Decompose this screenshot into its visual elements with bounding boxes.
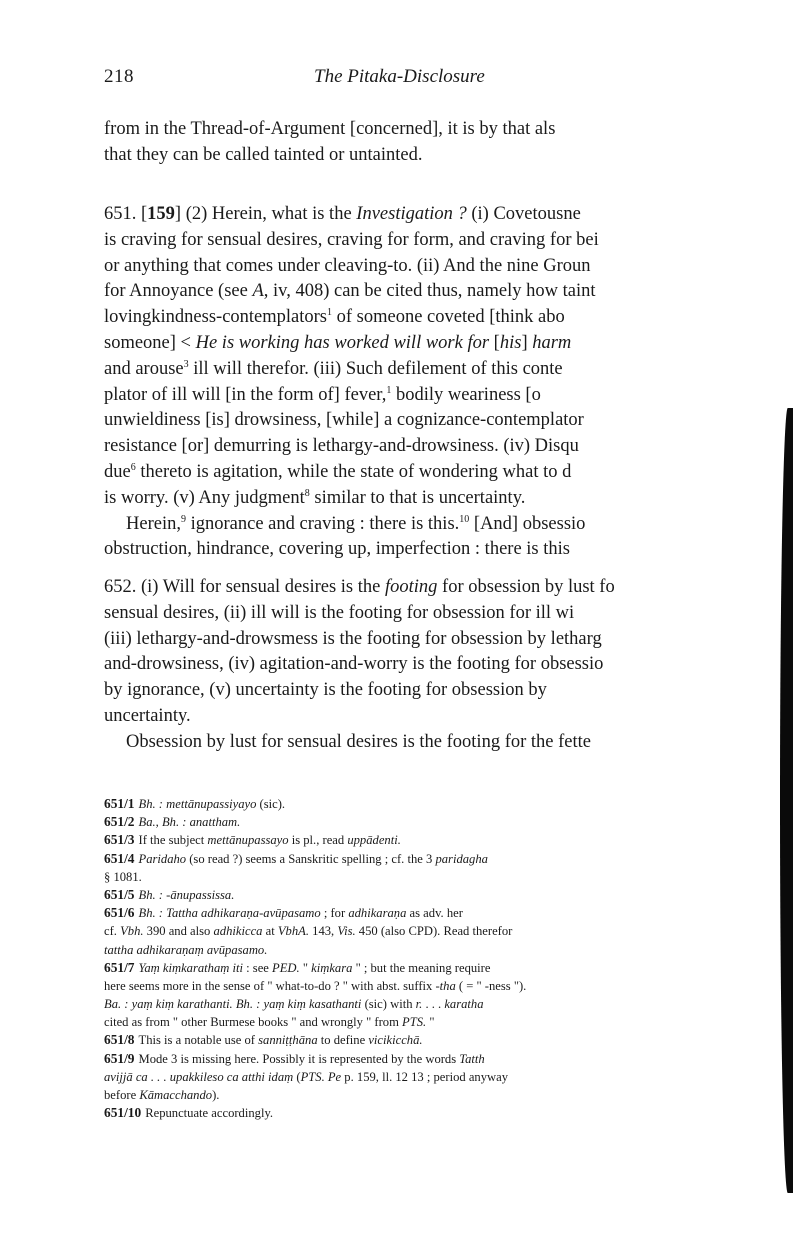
- page-reference: 159: [147, 204, 175, 224]
- footnote-text: 143,: [309, 924, 338, 939]
- footnote-text: is pl., read: [288, 833, 348, 848]
- footnote-text: as adv. her: [406, 906, 463, 921]
- text-line: [104, 486, 793, 512]
- footnote-italic: PED.: [272, 960, 300, 975]
- footnote-line: [104, 1104, 793, 1122]
- footnote-italic: uppādenti.: [347, 833, 401, 848]
- footnote-ref: 651/2: [104, 814, 135, 830]
- footnote-line: [104, 977, 793, 995]
- text-span: due: [104, 461, 131, 482]
- footnote-italic: Ba., Bh. : anattham.: [138, 815, 241, 830]
- italic-term: his: [499, 332, 522, 353]
- footnote-text: cited as from " other Burmese books " and wrongly " from: [104, 1015, 403, 1030]
- running-title: The Pitaka-Disclosure: [314, 66, 485, 87]
- footnote-line: [104, 868, 793, 886]
- text-span: of someone coveted [think abo: [332, 307, 565, 328]
- footnote-italic: Bh. : Tattha adhikaraṇa-avūpasamo: [138, 906, 321, 921]
- footnote-marker[interactable]: 8: [304, 487, 310, 499]
- footnote-text: " ; but the meaning require: [352, 960, 491, 975]
- text-line: [104, 331, 793, 357]
- footnote-italic: adhikaraṇa: [348, 906, 407, 921]
- italic-term: He is working has worked will work for: [195, 332, 490, 353]
- footnote-italic: Vis.: [337, 924, 356, 939]
- text-line: obstruction, hindrance, covering up, imperfection : there is this: [104, 539, 570, 560]
- text-span: someone] <: [104, 332, 196, 353]
- page-header: [104, 66, 784, 90]
- text-span: [: [489, 332, 500, 353]
- text-line: [104, 357, 793, 383]
- text-span: ignorance and craving : there is this.: [185, 513, 460, 534]
- text-span: [And] obsessio: [469, 513, 586, 534]
- footnote-italic: Yaṃ kiṃkarathaṃ iti: [138, 960, 244, 975]
- footnote-text: § 1081.: [104, 869, 142, 884]
- text-span: 652. (i) Will for sensual desires is the: [104, 577, 385, 597]
- text-span: bodily weariness [o: [391, 384, 541, 405]
- footnote-text: . . .: [422, 997, 445, 1012]
- footnote-ref: 651/8: [104, 1032, 135, 1048]
- footnote-marker[interactable]: 9: [180, 513, 186, 525]
- footnote-text: (so read ?) seems a Sanskritic spelling ; cf. the 3: [186, 851, 436, 866]
- footnote-italic: Paridaho: [138, 851, 187, 866]
- text-line: by ignorance, (v) uncertainty is the footing for obsession by: [104, 680, 547, 701]
- text-span: for obsession by lust fo: [437, 577, 615, 597]
- text-line: [104, 279, 793, 305]
- footnote-italic: vicikicchā.: [368, 1033, 423, 1048]
- footnote-text: here seems more in the sense of " what-to-do ? " with abst. suffix: [104, 978, 436, 993]
- footnote-line: [104, 1031, 793, 1049]
- footnote-text: to define: [317, 1033, 369, 1048]
- text-span: ill will therefor. (iii) Such defilement of this conte: [188, 358, 563, 379]
- text-line: [104, 512, 793, 538]
- text-line: [104, 305, 793, 331]
- paragraph-651: [104, 202, 793, 563]
- footnote-line: [104, 959, 793, 977]
- footnote-italic: -tha: [435, 978, 456, 993]
- footnote-text: ( = " -ness ").: [455, 978, 527, 993]
- text-span: thereto is agitation, while the state of wondering what to d: [135, 461, 572, 482]
- text-span: similar to that is uncertainty.: [309, 487, 526, 508]
- footnote-line: [104, 1086, 793, 1104]
- footnote-line: [104, 995, 793, 1013]
- footnote-text: If the subject: [138, 833, 208, 848]
- text-span: is worry. (v) Any judgment: [104, 487, 305, 508]
- footnote-ref: 651/1: [104, 796, 135, 811]
- text-span: , iv, 408) can be cited thus, namely how taint: [263, 281, 596, 302]
- footnote-italic: kiṃkara: [311, 960, 353, 975]
- footnote-line: [104, 904, 793, 922]
- footnote-text: (sic).: [256, 797, 286, 811]
- footnote-ref: 651/10: [104, 1105, 142, 1121]
- footnote-text: : see: [243, 960, 273, 975]
- footnote-italic: Vbh.: [120, 924, 144, 939]
- footnote-text: 390 and also: [143, 924, 214, 939]
- italic-term: footing: [385, 577, 438, 597]
- footnote-ref: 651/7: [104, 959, 135, 975]
- text-span: plator of ill will [in the form of] fever,: [104, 384, 387, 405]
- footnote-marker[interactable]: 1: [386, 384, 392, 396]
- footnote-italic: Tatth: [459, 1051, 485, 1066]
- footnote-italic: PTS.: [402, 1015, 427, 1030]
- footnote-italic: avijjā ca . . . upakkileso ca atthi idaṃ: [104, 1069, 294, 1084]
- footnote-text: before: [104, 1088, 140, 1102]
- footnote-text: ).: [212, 1088, 220, 1102]
- footnote-italic: r.: [415, 997, 423, 1012]
- footnote-marker[interactable]: 1: [327, 307, 332, 319]
- footnote-italic: karatha: [444, 997, 484, 1012]
- footnote-text: at: [262, 924, 278, 939]
- footnote-ref: 651/3: [104, 832, 135, 848]
- italic-term: Investigation ?: [356, 204, 467, 224]
- footnote-line: [104, 795, 793, 813]
- footnote-italic: Kāmacchando: [139, 1088, 213, 1102]
- footnote-text: Repunctuate accordingly.: [145, 1106, 274, 1121]
- footnote-ref: 651/9: [104, 1050, 135, 1066]
- text-span: for Annoyance (see: [104, 281, 253, 302]
- footnote-line: [104, 1068, 793, 1086]
- footnote-italic: tattha adhikaraṇaṃ avūpasamo.: [104, 942, 268, 957]
- footnote-marker[interactable]: 6: [130, 461, 136, 473]
- page-number: 218: [104, 66, 134, 87]
- text-span: ]: [521, 332, 533, 353]
- text-span: (2) Herein, what is the: [185, 204, 357, 224]
- footnote-line: [104, 831, 793, 849]
- footnote-italic: adhikicca: [213, 924, 263, 939]
- text-line: is craving for sensual desires, craving for form, and craving for bei: [104, 229, 599, 250]
- footnote-marker[interactable]: 10: [459, 513, 470, 525]
- text-span: and arouse: [104, 358, 184, 379]
- paragraph-652: [104, 575, 793, 756]
- text-line: Obsession by lust for sensual desires is the footing for the fette: [126, 731, 591, 752]
- footnote-italic: paridagha: [435, 851, 488, 866]
- paragraph-number: 651.: [104, 204, 137, 224]
- footnote-line: [104, 941, 793, 959]
- text-line: or anything that comes under cleaving-to. (ii) And the nine Groun: [104, 255, 591, 276]
- text-line: that they can be called tainted or untainted.: [104, 144, 423, 165]
- footnote-marker[interactable]: 3: [183, 358, 189, 370]
- text-line: (iii) lethargy-and-drowsmess is the footing for obsession by letharg: [104, 628, 602, 649]
- text-line: resistance [or] demurring is lethargy-and-drowsiness. (iv) Disqu: [104, 436, 579, 457]
- text-line: sensual desires, (ii) ill will is the footing for obsession for ill wi: [104, 602, 575, 623]
- footnotes-section: [104, 795, 793, 1122]
- footnote-line: [104, 922, 793, 940]
- footnote-italic: Bh. : mettānupassiyayo: [138, 797, 257, 811]
- intro-paragraph: [104, 117, 793, 169]
- text-line: and-drowsiness, (iv) agitation-and-worry is the footing for obsessio: [104, 654, 604, 675]
- footnote-italic: mettānupassayo: [207, 833, 289, 848]
- footnote-line: [104, 1050, 793, 1068]
- text-line: uncertainty.: [104, 705, 191, 726]
- text-line: [104, 575, 793, 601]
- italic-term: harm: [532, 332, 572, 353]
- text-span: (i) Covetousne: [466, 204, 581, 224]
- footnote-line: [104, 886, 793, 904]
- footnote-text: (: [293, 1069, 301, 1084]
- footnote-line: [104, 1013, 793, 1031]
- footnote-italic: PTS. Pe: [300, 1069, 342, 1084]
- text-line: [104, 460, 793, 486]
- footnote-text: This is a notable use of: [138, 1033, 259, 1048]
- footnote-ref: 651/6: [104, 905, 135, 921]
- text-span: lovingkindness-contemplators: [104, 307, 327, 328]
- footnote-text: cf.: [104, 924, 121, 939]
- italic-term: A: [252, 281, 264, 302]
- footnote-text: p. 159, ll. 12 13 ; period anyway: [341, 1069, 508, 1084]
- footnote-line: [104, 813, 793, 831]
- footnote-ref: 651/4: [104, 850, 135, 866]
- footnote-italic: VbhA.: [277, 924, 309, 939]
- footnote-italic: Ba. : yaṃ kiṃ karathanti. Bh. : yaṃ kiṃ kasathanti: [104, 997, 362, 1012]
- footnote-text: ; for: [320, 906, 349, 921]
- text-line: unwieldiness [is] drowsiness, [while] a cognizance-contemplator: [104, 410, 584, 431]
- text-line: [104, 383, 793, 409]
- footnote-text: Mode 3 is missing here. Possibly it is represented by the words: [138, 1051, 460, 1066]
- footnote-italic: sanniṭṭhāna: [258, 1033, 318, 1048]
- footnote-line: [104, 850, 793, 868]
- text-line: 651. [159] (2) Herein, what is the Investigation ? (i) Covetousne: [104, 204, 581, 224]
- text-span: Herein,: [126, 513, 181, 534]
- footnote-ref: 651/5: [104, 886, 135, 902]
- footnote-text: ": [426, 1015, 435, 1030]
- footnote-text: (sic) with: [361, 997, 416, 1012]
- footnote-text: 450 (also CPD). Read therefor: [355, 924, 513, 939]
- text-line: from in the Thread-of-Argument [concerned], it is by that als: [104, 119, 556, 139]
- footnote-italic: Bh. : -ānupassissa.: [138, 887, 235, 902]
- footnote-text: ": [299, 960, 312, 975]
